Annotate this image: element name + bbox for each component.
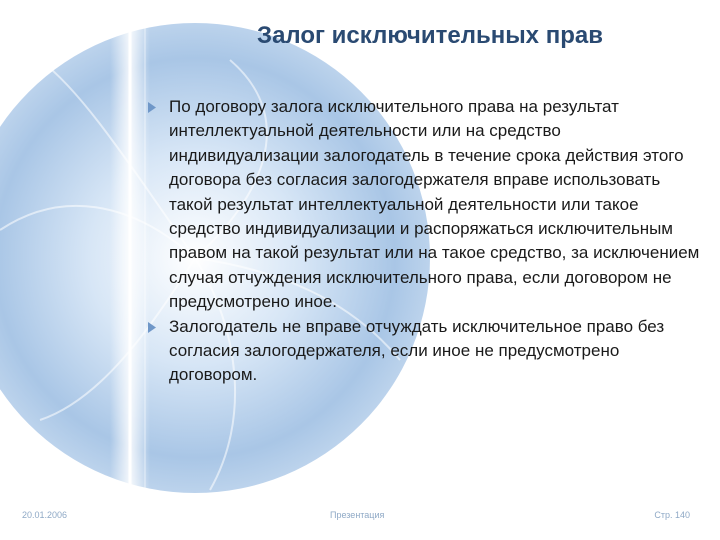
triangle-right-icon (147, 101, 157, 114)
footer-page-number: Стр. 140 (654, 510, 690, 520)
footer-presentation-label: Презентация (330, 510, 385, 520)
bullet-item (145, 315, 705, 388)
bullet-list (145, 95, 705, 388)
bullet-text: По договору залога исключительного права на результат интеллектуальной деятельности или на средство индивидуализации залогодатель в течение срока действия этого договора без согласия залогодержателя вправе использовать такой результат интеллектуальной деятельности или такое средство индивидуализации и распоряжаться исключительным правом на такой результат или на такое средство, за исключением случая отчуждения исключительного права, если договором не предусмотрено иное. (169, 97, 700, 312)
slide-title: Залог исключительных прав (257, 22, 603, 49)
bullet-item (145, 95, 705, 315)
footer-date: 20.01.2006 (22, 510, 68, 520)
triangle-right-icon (147, 321, 157, 334)
bullet-text: Залогодатель не вправе отчуждать исключительное право без согласия залогодержателя, если иное не предусмотрено договором. (169, 316, 665, 385)
